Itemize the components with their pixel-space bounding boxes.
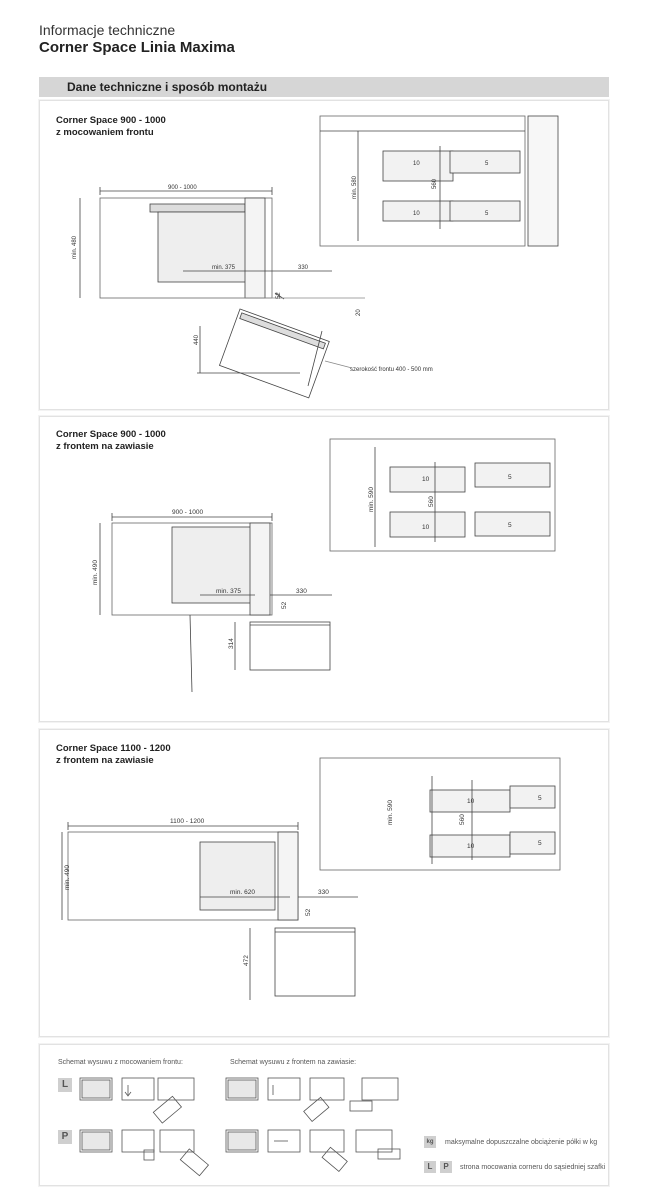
- p1-load-5a: 5: [485, 161, 489, 167]
- legend-p-badge: P: [440, 1161, 452, 1173]
- p1-dim-330: 330: [298, 265, 309, 271]
- schema-row-p: [80, 1130, 400, 1176]
- p1-load-10b: 10: [413, 211, 420, 217]
- p2-dim-330: 330: [296, 588, 307, 595]
- p3-dim-depth: min. 490: [64, 865, 71, 890]
- p1-dim-depth: min. 480: [72, 235, 78, 259]
- panel3-title-line1: Corner Space 1100 - 1200: [56, 743, 171, 754]
- p2-dim-min: min. 375: [216, 588, 241, 595]
- panel1-title-line2: z mocowaniem frontu: [56, 127, 154, 138]
- p1-dim-52: 52: [276, 292, 282, 299]
- p2-dim-314: 314: [228, 638, 235, 649]
- p2-dim-depth: min. 490: [92, 560, 99, 585]
- kg-icon: kg: [424, 1136, 436, 1148]
- header-subtitle: Informacje techniczne: [39, 22, 176, 38]
- p1-dim-side-depth: min. 580: [352, 175, 358, 199]
- p2-load-10a: 10: [422, 476, 430, 483]
- p2-dim-side-depth: min. 590: [368, 487, 375, 512]
- p1-dim-front: szerokość frontu 400 - 500 mm: [350, 367, 433, 373]
- p3-dim-width: 1100 - 1200: [170, 818, 205, 825]
- p2-dim-inner: 560: [428, 496, 435, 507]
- p3-dim-min: min. 620: [230, 889, 255, 896]
- lp-legend-text: strona mocowania corneru do sąsiedniej szafki: [460, 1164, 606, 1171]
- p3-dim-inner: 560: [459, 814, 466, 825]
- panel2-title-line2: z frontem na zawiasie: [56, 441, 154, 452]
- section-bar: [39, 77, 609, 97]
- section-title: Dane techniczne i sposób montażu: [67, 80, 268, 94]
- panel1-labels: [40, 101, 608, 409]
- panel3-title-line2: z frontem na zawiasie: [56, 755, 154, 766]
- p3-dim-472: 472: [243, 955, 250, 966]
- p3-load-10b: 10: [467, 843, 475, 850]
- panel1-title-line1: Corner Space 900 - 1000: [56, 115, 166, 126]
- p1-dim-width: 900 - 1000: [168, 185, 197, 191]
- p3-dim-52: 52: [305, 908, 312, 916]
- p2-load-5b: 5: [508, 522, 512, 529]
- p3-dim-330: 330: [318, 889, 329, 896]
- panel-front-mounted-900: [39, 100, 609, 410]
- side-l-badge: L: [58, 1078, 72, 1092]
- p3-load-10a: 10: [467, 798, 475, 805]
- p1-dim-440: 440: [194, 334, 200, 345]
- schema-label-right: Schemat wysuwu z frontem na zawiasie:: [230, 1059, 357, 1066]
- panel-hinged-900: [39, 416, 609, 722]
- p1-dim-min: min. 375: [212, 265, 236, 271]
- p1-dim-20: 20: [356, 309, 362, 316]
- p2-load-10b: 10: [422, 524, 430, 531]
- panel-hinged-1100: [39, 729, 609, 1037]
- p3-dim-side-depth: min. 590: [387, 800, 394, 825]
- panel2-labels: [40, 417, 608, 721]
- p1-load-10a: 10: [413, 161, 420, 167]
- p1-load-5b: 5: [485, 211, 489, 217]
- panel3-labels: [40, 730, 608, 1036]
- p2-load-5a: 5: [508, 474, 512, 481]
- p3-load-5a: 5: [538, 795, 542, 802]
- schema-row-l: [80, 1078, 398, 1123]
- schema-label-left: Schemat wysuwu z mocowaniem frontu:: [58, 1059, 183, 1066]
- p2-dim-52: 52: [281, 601, 288, 609]
- p2-dim-width: 900 - 1000: [172, 509, 204, 516]
- kg-legend-text: maksymalne dopuszczalne obciążenie półki w kg: [445, 1139, 598, 1146]
- header-title: Corner Space Linia Maxima: [39, 39, 235, 56]
- legend-l-badge: L: [424, 1161, 436, 1173]
- side-p-badge: P: [58, 1130, 72, 1144]
- p1-dim-inner: 560: [432, 178, 438, 189]
- panel2-title-line1: Corner Space 900 - 1000: [56, 429, 166, 440]
- panel-schema: [39, 1044, 609, 1186]
- p3-load-5b: 5: [538, 840, 542, 847]
